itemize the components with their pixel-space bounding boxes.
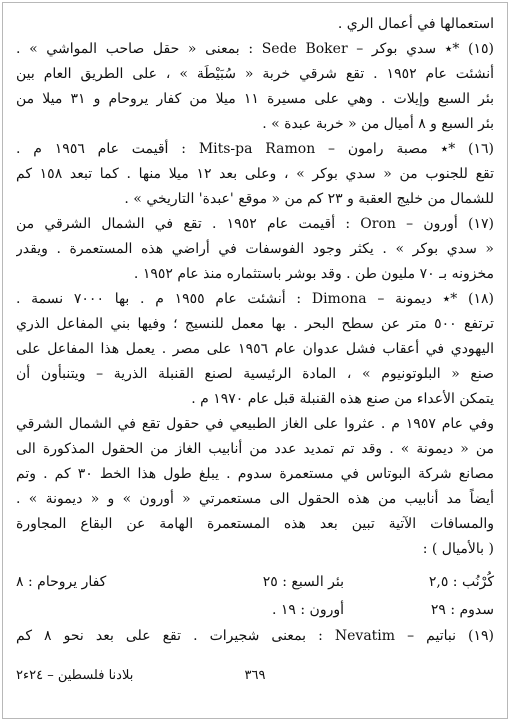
distance-row — [16, 568, 494, 596]
page-footer — [16, 668, 494, 690]
text-line: صنع « البلوتونيوم » ، المادة الرئيسية لصنع القنبلة الذرية – ويتنبأون أن — [16, 366, 494, 382]
distance-cell: بئر السبع : ٢٥ — [262, 574, 344, 590]
text-line: ترتفع ٥٠٠ متر عن سطح البحر . بها معمل للنسيج ؛ وفيها بني المفاعل الذري — [16, 316, 494, 332]
text-line: مخزونه بـ ٧٠ مليون طن . وقد بوشر باستثماره منذ عام ١٩٥٢ . — [133, 266, 494, 282]
text-line: يتمكن الأعداء من صنع هذه القنبلة قبل عام ١٩٧٠ م . — [191, 391, 494, 407]
text-line: تقع للجنوب من « سدي بوكر » ، وعلى بعد ١٢ ميلا منها . كما تبعد ١٥٨ كم — [16, 166, 494, 182]
page-number: ٣٦٩ — [244, 668, 266, 683]
text-line: ( بالأميال ) : — [422, 541, 494, 557]
distance-table — [16, 568, 494, 624]
text-line: اليهودي في أعقاب فشل عدوان عام ١٩٥٦ على مصر . يعمل هذا المفاعل على — [16, 341, 494, 357]
text-line: بئر السبع و ٨ أميال من « خربة عبدة » . — [262, 116, 494, 132]
text-line: أيضاً مد أنابيب من هذه الحقول الى مستعمرتي « أورون » و « ديمونة » . — [16, 491, 494, 507]
distance-cell — [16, 596, 184, 624]
text-line: مصانع شركة البوتاس في مستعمرة سدوم . يبلغ طول هذا الخط ٣٠ كم . وتم — [16, 466, 494, 482]
text-line: للشمال من خليج العقبة و ٢٣ كم من « موقع 'عبدة' التاريخي » . — [124, 191, 494, 207]
text-line: والمسافات الآتية تبين بعد هذه المستعمرة الهامة عن البقاع المجاورة — [16, 516, 494, 532]
distance-cell: كفار يروحام : ٨ — [16, 574, 107, 590]
text-line: من « ديمونة » . وقد تم تمديد عدد من أنابيب الغاز من الحقول المذكورة الى — [16, 441, 494, 457]
distance-cell: أورون : ١٩ . — [271, 602, 344, 618]
distance-cell: سدوم : ٢٩ — [430, 602, 494, 618]
distance-cell: كُرْنُب : ٢,٥ — [428, 574, 494, 590]
document-body-end — [16, 624, 494, 649]
text-line: وفي عام ١٩٥٧ م . عثروا على الغاز الطبيعي في حقول تقع في الشمال الشرقي — [16, 416, 494, 432]
running-title: بلادنا فلسطين – ٢٤ء٢ — [16, 668, 134, 683]
text-line: (١٩) نباتيم – Nevatim : بمعنى شجيرات . تقع على بعد نحو ٨ كم — [16, 628, 494, 644]
text-line: أنشئت عام ١٩٥٢ . تقع شرقي خربة « سُبَيْطَة » ، على الطريق العام بين — [16, 66, 494, 82]
text-line: (١٧) أورون – Oron : أقيمت عام ١٩٥٢ . تقع في الشمال الشرقي من — [16, 216, 494, 232]
text-line: استعمالها في أعمال الري . — [337, 16, 494, 32]
distance-row — [16, 596, 494, 624]
text-line: بئر السبع وإيلات . وهي على مسيرة ١١ ميلا من كفار يروحام و ٣١ ميلا من — [16, 91, 494, 107]
text-line: (١٥) *٭ سدي بوكر – Sede Boker : بمعنى « حقل صاحب المواشي » . — [16, 41, 494, 57]
text-line: (١٨) *٭ ديمونة – Dimona : أنشئت عام ١٩٥٥ م . بها ٧٠٠٠ نسمة . — [16, 291, 494, 307]
text-line: « سدي بوكر » . يكثر وجود الفوسفات في أراضي هذه المستعمرة . ويقدر — [16, 241, 494, 257]
text-line: (١٦) *٭ مصبة رامون – Mits-pa Ramon : أقيمت عام ١٩٥٦ م . — [16, 141, 494, 157]
document-body — [16, 12, 494, 562]
